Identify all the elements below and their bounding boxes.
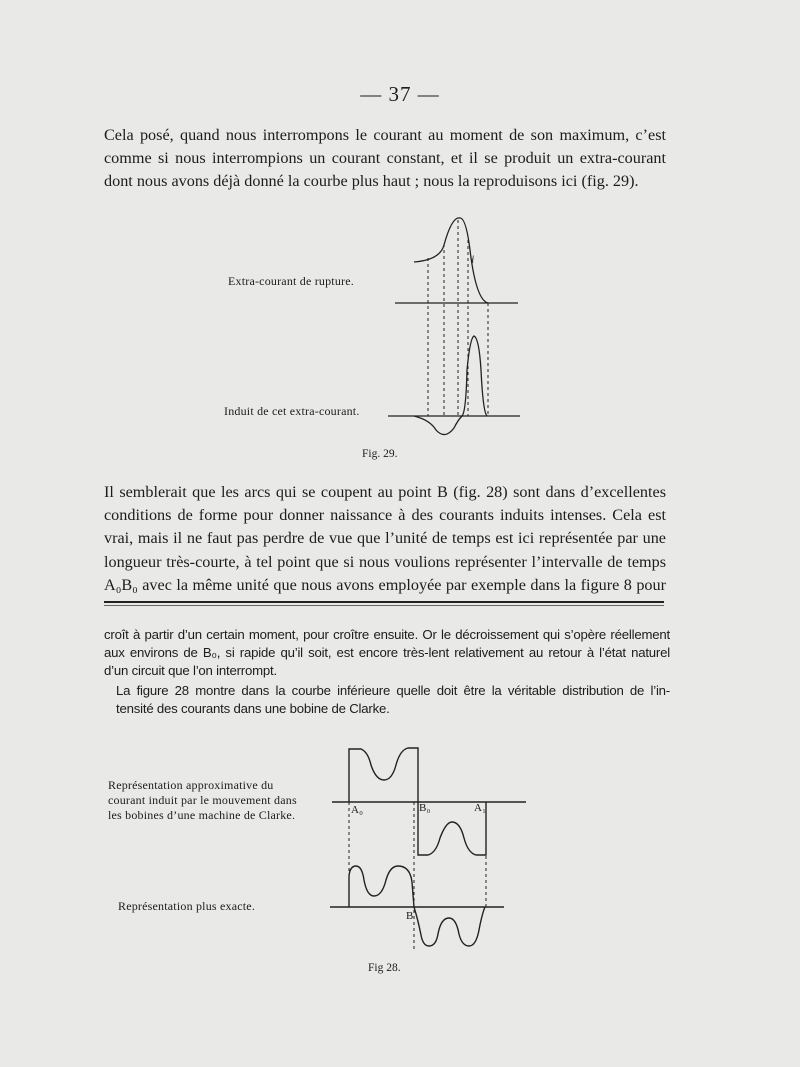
paragraph-line: comme si nous interrompions un courant constant, et il se produit un extra-courant [104, 149, 666, 168]
fig28-point-b0: B₀ [419, 802, 431, 814]
paragraph-line: A₀B₀ avec la même unité que nous avons employée par exemple dans la figure 8 pour [104, 575, 666, 594]
page-number: — 37 — [360, 82, 440, 106]
footnote-line: croît à partir d’un certain moment, pour croître ensuite. Or le décroissement qui s’opère réellement [104, 627, 670, 642]
fig28-caption: Fig 28. [368, 962, 401, 974]
fig28-label-line: les bobines d’une machine de Clarke. [108, 808, 296, 822]
fig28-point-a0: A₀ [351, 804, 364, 816]
fig29-label-top: Extra-courant de rupture. [228, 274, 354, 288]
paragraph-line: vrai, mais il ne faut pas perdre de vue que l’unité de temps est ici représentée par une [104, 529, 666, 548]
paragraph-line: Cela posé, quand nous interrompons le courant au moment de son maximum, c’est [104, 126, 666, 144]
paragraph-line: conditions de forme pour donner naissance à des courants induits intenses. Cela est [104, 506, 666, 525]
footnote-line: aux environs de B₀, si rapide qu’il soit, est encore très-lent relativement au retour à l’état naturel [104, 645, 670, 660]
paragraph-line: dont nous avons déjà donné la courbe plus haut ; nous la reproduisons ici (fig. 29). [104, 172, 639, 191]
paragraph-line: Il semblerait que les arcs qui se coupent au point B (fig. 28) sont dans d’excellentes [104, 483, 666, 501]
paragraph-line: longueur très-courte, à tel point que si nous voulions représenter l’intervalle de temps [104, 552, 666, 571]
fig28-exact-curve [349, 866, 485, 946]
fig28-label-line: courant induit par le mouvement dans [108, 793, 297, 807]
fig28-label-line: Représentation approximative du [108, 778, 274, 792]
fig28-point-b: B [406, 910, 414, 922]
footnote-line: tensité des courants dans une bobine de Clarke. [116, 701, 390, 716]
fig29-label-bottom: Induit de cet extra-courant. [224, 404, 360, 418]
footnote-line: La figure 28 montre dans la courbe inférieure quelle doit être la véritable distribution de l’in- [116, 683, 670, 698]
fig29-caption: Fig. 29. [362, 448, 398, 460]
fig29-curve-label: i [471, 252, 475, 266]
footnote-line: d’un circuit que l’on interrompt. [104, 663, 277, 678]
fig28-point-a1: A₁ [474, 802, 487, 814]
fig28-label-bottom: Représentation plus exacte. [118, 899, 256, 913]
